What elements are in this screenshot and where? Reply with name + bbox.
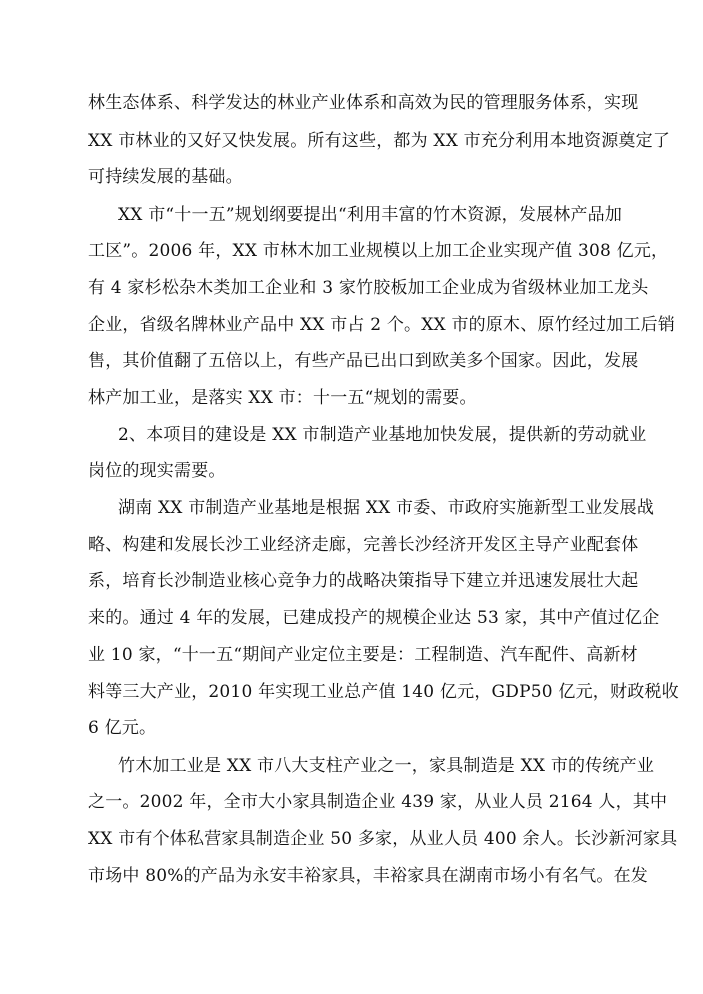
text-line: 料等三大产业，2010 年实现工业总产值 140 亿元，GDP50 亿元，财政税收 bbox=[88, 682, 679, 702]
text-line: 工区”。2006 年，XX 市林木加工业规模以上加工企业实现产值 308 亿元， bbox=[88, 241, 669, 261]
text-line: 岗位的现实需要。 bbox=[88, 461, 226, 481]
text-line: 可持续发展的基础。 bbox=[88, 167, 243, 187]
text-line: 湖南 XX 市制造产业基地是根据 XX 市委、市政府实施新型工业发展战 bbox=[118, 498, 655, 518]
text-line: 略、构建和发展长沙工业经济走廊，完善长沙经济开发区主导产业配套体 bbox=[88, 535, 639, 555]
text-line: 来的。通过 4 年的发展，已建成投产的规模企业达 53 家，其中产值过亿企 bbox=[88, 608, 660, 628]
text-line: 竹木加工业是 XX 市八大支柱产业之一，家具制造是 XX 市的传统产业 bbox=[118, 756, 655, 776]
text-line: 2、本项目的建设是 XX 市制造产业基地加快发展，提供新的劳动就业 bbox=[118, 425, 647, 445]
text-line: 有 4 家杉松杂木类加工企业和 3 家竹胶板加工企业成为省级林业加工龙头 bbox=[88, 278, 649, 298]
text-line: 6 亿元。 bbox=[88, 718, 157, 738]
text-line: 之一。2002 年，全市大小家具制造企业 439 家，从业人员 2164 人，其中 bbox=[88, 792, 668, 812]
text-line: 市场中 80%的产品为永安丰裕家具，丰裕家具在湖南市场小有名气。在发 bbox=[88, 866, 648, 886]
text-line: 林产加工业，是落实 XX 市：十一五“规划的需要。 bbox=[88, 388, 477, 408]
text-line: XX 市有个体私营家具制造企业 50 多家，从业人员 400 余人。长沙新河家具 bbox=[88, 829, 678, 849]
text-line: 业 10 家，“十一五“期间产业定位主要是：工程制造、汽车配件、高新材 bbox=[88, 645, 638, 665]
text-line: XX 市“十一五”规划纲要提出“利用丰富的竹木资源，发展林产品加 bbox=[118, 205, 623, 225]
text-line: 售，其价值翻了五倍以上，有些产品已出口到欧美多个国家。因此，发展 bbox=[88, 351, 639, 371]
text-line: 林生态体系、科学发达的林业产业体系和高效为民的管理服务体系，实现 bbox=[88, 93, 639, 113]
text-line: 企业，省级名牌林业产品中 XX 市占 2 个。XX 市的原木、原竹经过加工后销 bbox=[88, 315, 676, 335]
text-line: 系，培育长沙制造业核心竞争力的战略决策指导下建立并迅速发展壮大起 bbox=[88, 571, 639, 591]
text-line: XX 市林业的又好又快发展。所有这些，都为 XX 市充分利用本地资源奠定了 bbox=[88, 131, 671, 151]
